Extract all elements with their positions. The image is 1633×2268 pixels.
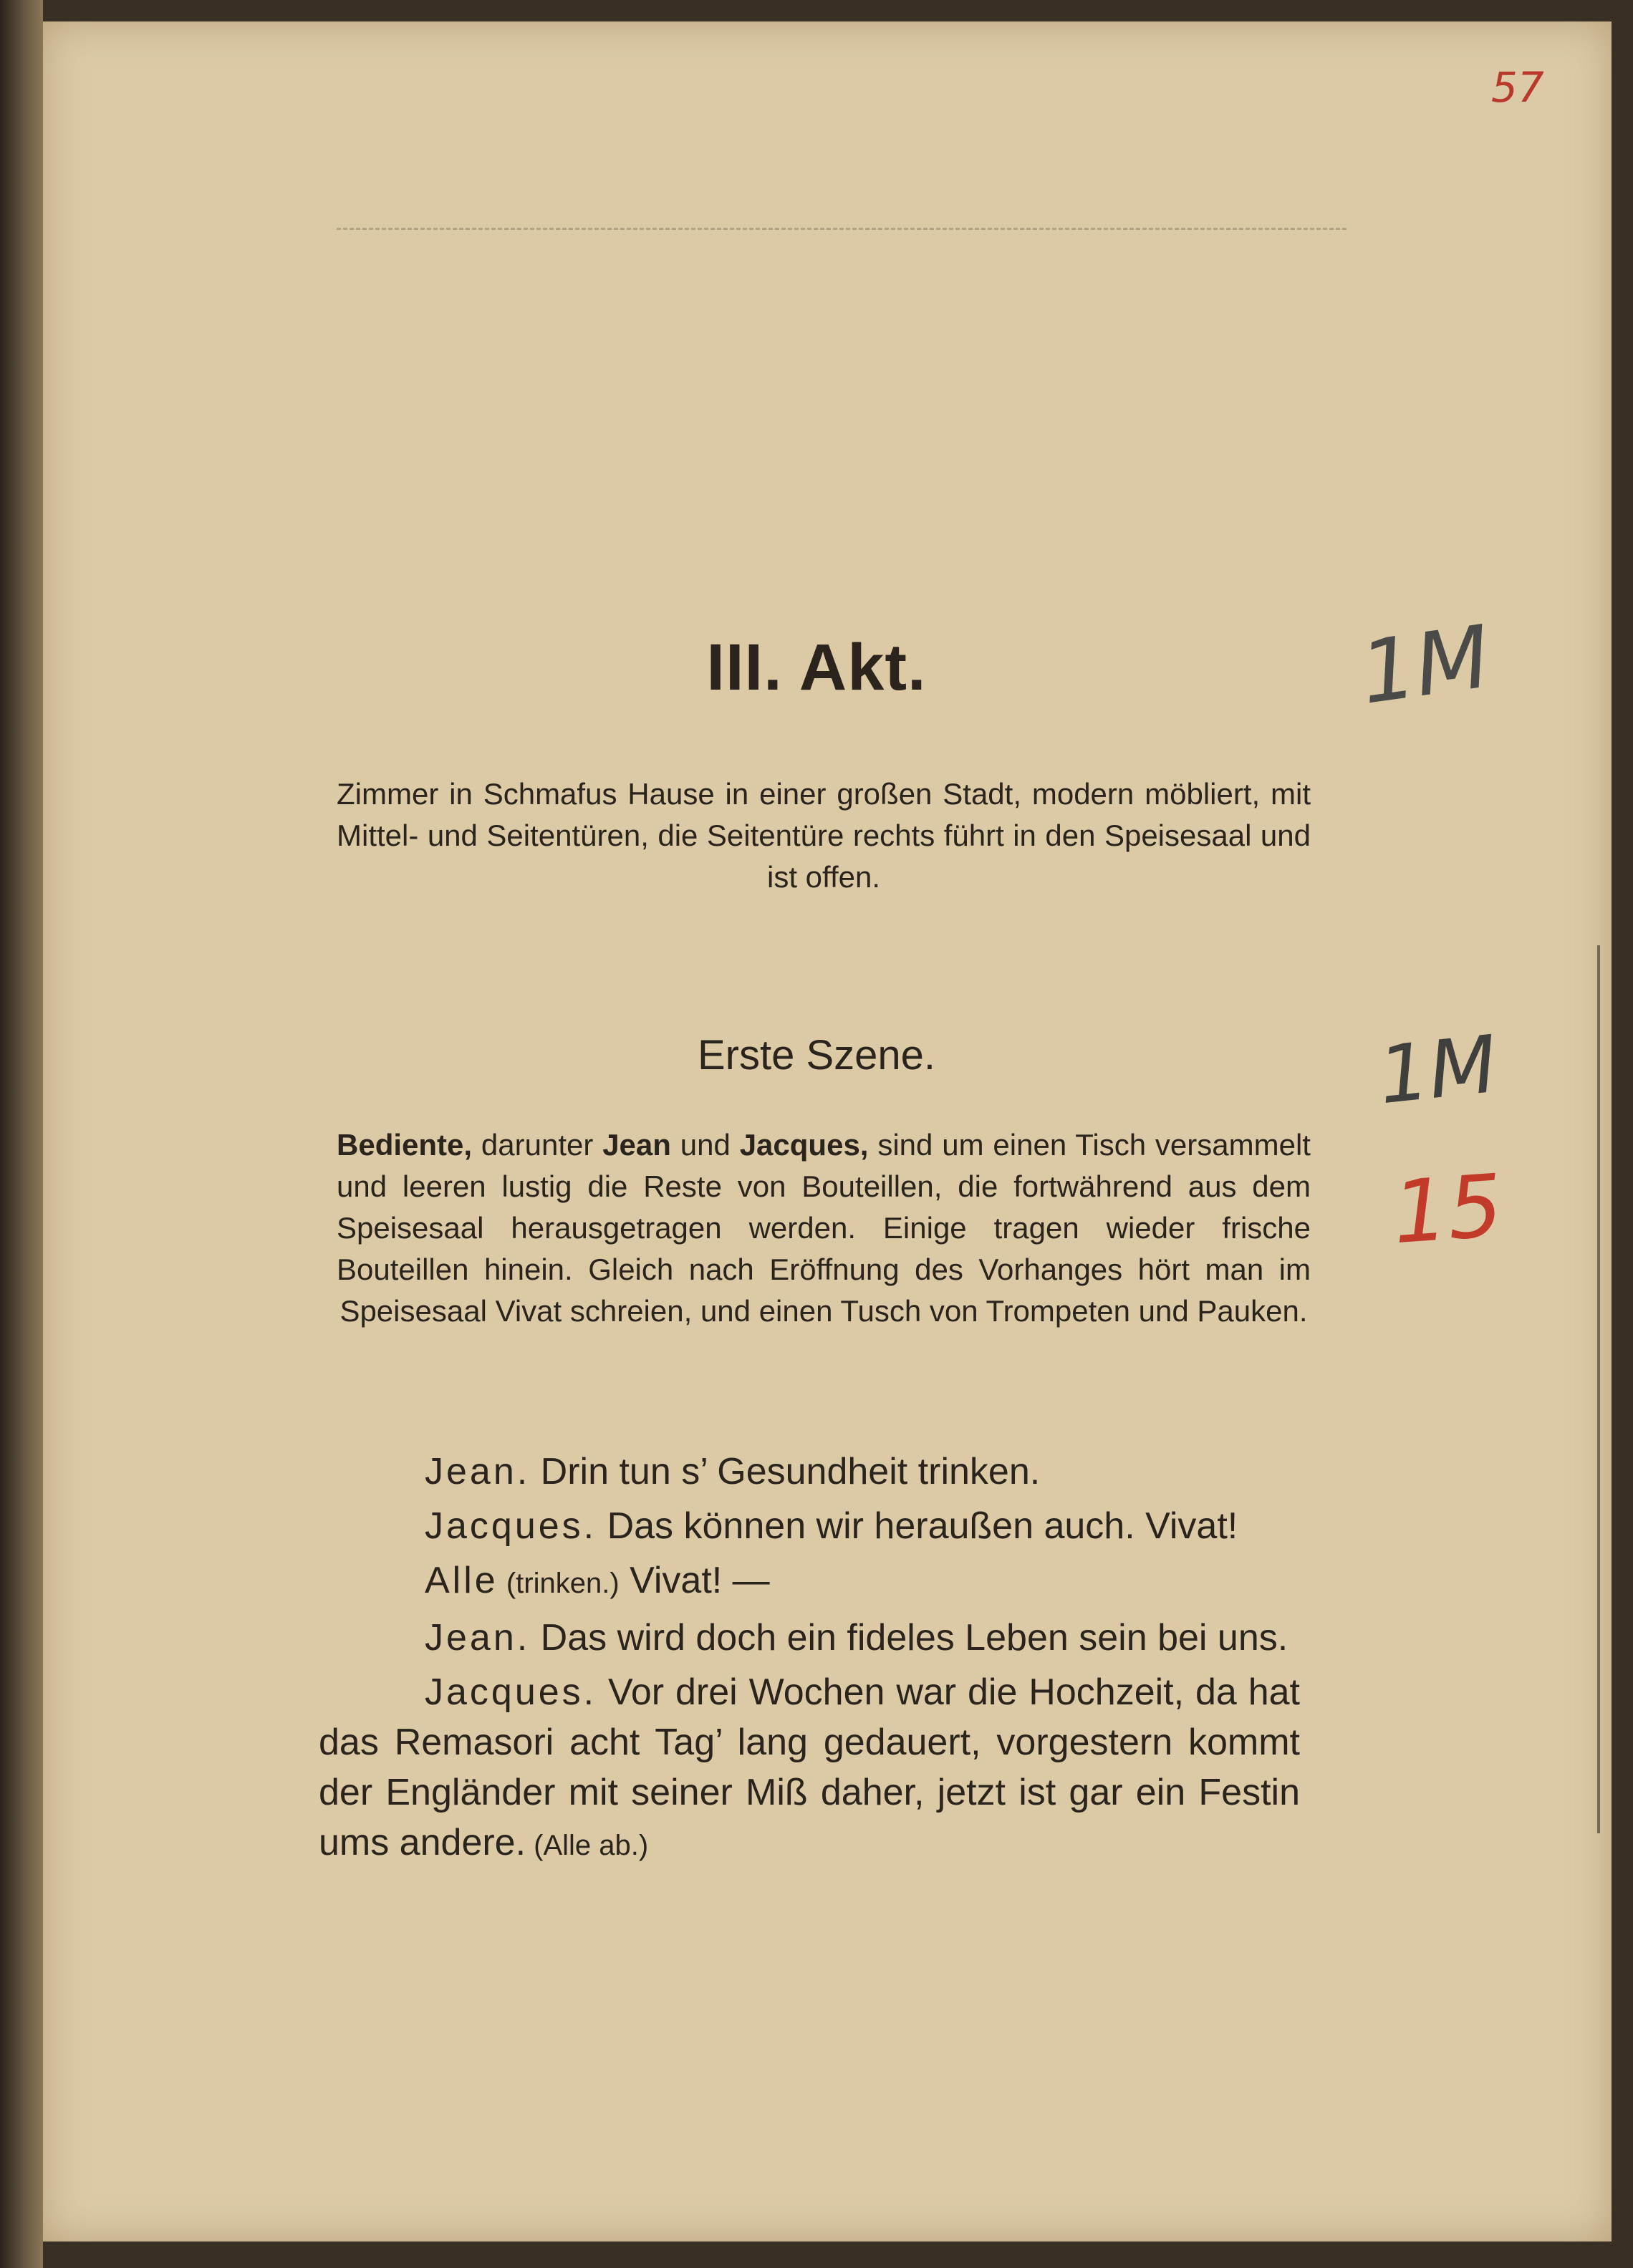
act-title: III. Akt. — [706, 631, 927, 704]
page-number: 57 — [1491, 63, 1544, 112]
speaker: Jean. — [425, 1617, 531, 1659]
final-stage-direction: (Alle ab.) — [526, 1830, 649, 1861]
intro-text: sind um einen Tisch versammelt und leeren lustig die Reste von Bouteillen, die fortwährend aus dem Speisesaal herausgetragen werden. Einige tragen wieder frische Bouteillen hinein. Gleich nach Eröffnung des Vorhanges hört man im Speisesaal Vivat schreien, und einen Tusch von Trompeten und Pauken. — [337, 1128, 1311, 1328]
margin-note: 1M — [1354, 607, 1496, 724]
dialogue-line — [319, 1667, 1300, 1871]
intro-lead: Bediente, — [337, 1128, 473, 1162]
speaker: Alle — [425, 1560, 498, 1601]
stage-direction-inline: (trinken.) — [498, 1568, 620, 1599]
edge-shadow — [1597, 945, 1600, 1833]
faded-header-rule — [337, 228, 1347, 230]
margin-note-red: 15 — [1389, 1156, 1506, 1264]
dialogue — [319, 1447, 1300, 1875]
dialogue-line — [319, 1555, 1300, 1608]
line-text: Drin tun s’ Gesundheit trinken. — [530, 1451, 1041, 1492]
speaker: Jacques. — [425, 1505, 597, 1547]
line-text: Das wird doch ein fideles Leben sein bei uns. — [530, 1617, 1288, 1659]
dialogue-line — [319, 1613, 1300, 1663]
stage-direction-setting: Zimmer in Schmafus Hause in einer großen Stadt, modern möbliert, mit Mittel- und Seitentüren, die Seitentüre rechts führt in den Speisesaal und ist offen. — [337, 777, 1311, 894]
line-text: Vivat! — — [619, 1560, 770, 1601]
intro-name-jean: Jean — [602, 1128, 671, 1162]
speaker: Jean. — [425, 1451, 531, 1492]
line-text: Vor drei Wochen war die Hochzeit, da hat das Remasori acht Tag’ lang gedauert, vorgestern kommt der Engländer mit seiner Miß daher, jetzt ist gar ein Festin ums andere. — [319, 1671, 1300, 1863]
intro-text: darunter — [472, 1128, 603, 1162]
scene-title: Erste Szene. — [697, 1032, 936, 1078]
dialogue-line — [319, 1447, 1300, 1497]
dialogue-line — [319, 1501, 1300, 1551]
margin-note: 1M — [1374, 1018, 1502, 1122]
stage-direction-scene — [337, 1124, 1311, 1332]
line-text: Das können wir heraußen auch. Vivat! — [597, 1505, 1238, 1547]
intro-text: und — [670, 1128, 740, 1162]
intro-name-jacques: Jacques, — [739, 1128, 869, 1162]
book-spine — [0, 0, 43, 2268]
speaker: Jacques. — [425, 1671, 597, 1713]
